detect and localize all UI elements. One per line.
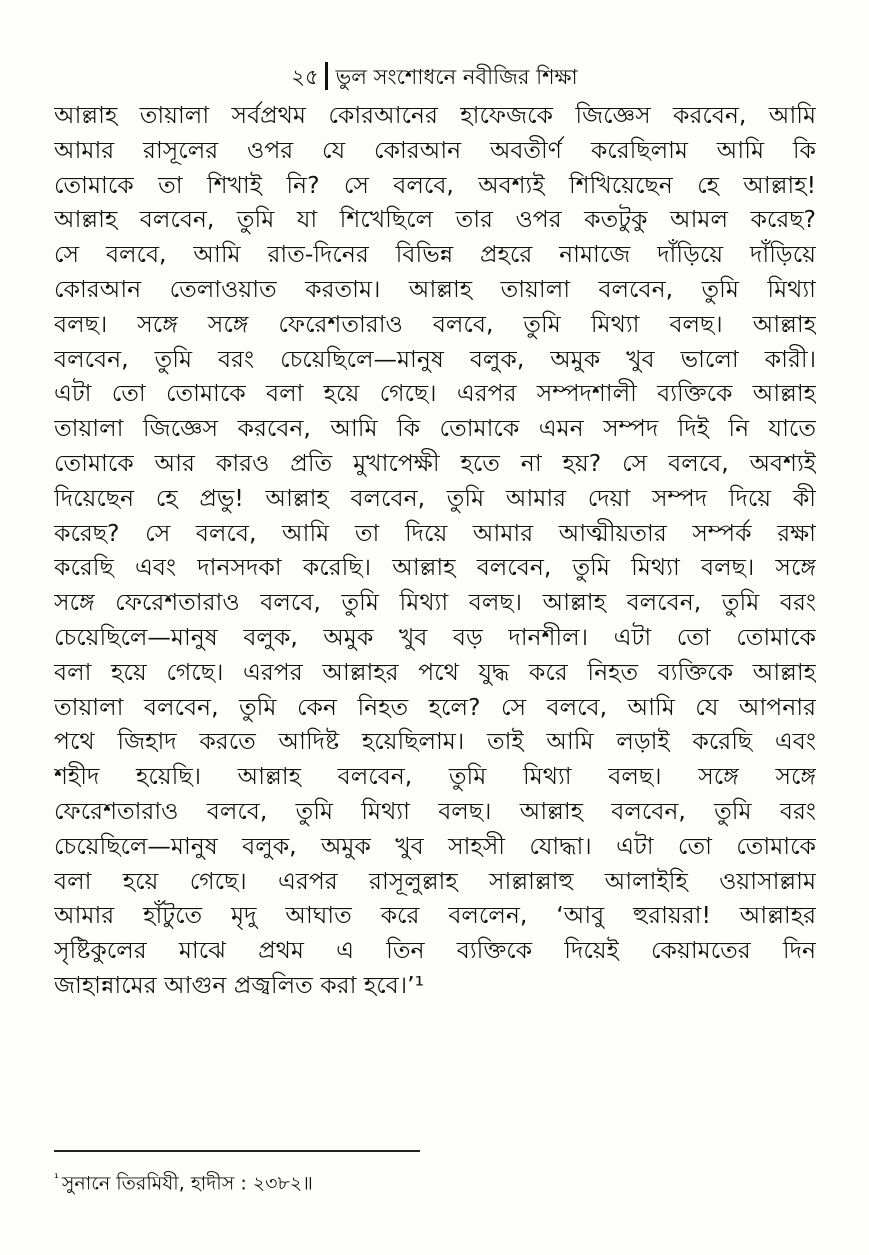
text-line: করেছি এবং দানসদকা করেছি। আল্লাহ বলবেন, তুমি মিথ্যা বলছ। সঙ্গে	[54, 553, 816, 582]
text-line: সৃষ্টিকুলের মাঝে প্রথম এ তিন ব্যক্তিকে দিয়েই কেয়ামতের দিন	[54, 936, 816, 965]
text-line: কোরআন তেলাওয়াত করতাম। আল্লাহ তায়ালা বলবেন, তুমি মিথ্যা	[54, 274, 816, 303]
text-line: তায়ালা জিজ্ঞেস করবেন, আমি কি তোমাকে এমন সম্পদ দিই নি যাতে	[54, 414, 816, 443]
text-line: সঙ্গে ফেরেশতারাও বলবে, তুমি মিথ্যা বলছ। আল্লাহ বলবেন, তুমি বরং	[54, 588, 816, 617]
text-line: করেছ? সে বলবে, আমি তা দিয়ে আমার আত্মীয়তার সম্পর্ক রক্ষা	[54, 518, 816, 547]
text-line-last: জাহান্নামের আগুন প্রজ্বলিত করা হবে।’¹	[54, 970, 425, 999]
footnote-text: সুনানে তিরমিযী, হাদীস : ২৩৮২॥	[61, 1172, 313, 1195]
text-line: বলা হয়ে গেছে। এরপর আল্লাহর পথে যুদ্ধ করে নিহত ব্যক্তিকে আল্লাহ	[54, 657, 816, 686]
text-line: শহীদ হয়েছি। আল্লাহ বলবেন, তুমি মিথ্যা বলছ। সঙ্গে সঙ্গে	[54, 762, 816, 791]
page-number: ২৫	[291, 65, 319, 89]
text-line: ফেরেশতারাও বলবে, তুমি মিথ্যা বলছ। আল্লাহ বলবেন, তুমি বরং	[54, 796, 816, 825]
footnote-separator	[54, 1150, 420, 1152]
running-header	[0, 62, 869, 92]
text-line: সে বলবে, আমি রাত-দিনের বিভিন্ন প্রহরে নামাজে দাঁড়িয়ে দাঁড়িয়ে	[54, 240, 816, 269]
header-divider	[325, 62, 328, 90]
text-line: বলবেন, তুমি বরং চেয়েছিলে—মানুষ বলুক, অমুক খুব ভালো কারী।	[54, 344, 816, 373]
text-line: আমার হাঁটুতে মৃদু আঘাত করে বললেন, ‘আবু হুরায়রা! আল্লাহর	[54, 901, 816, 930]
text-line: বলছ। সঙ্গে সঙ্গে ফেরেশতারাও বলবে, তুমি মিথ্যা বলছ। আল্লাহ	[54, 309, 816, 338]
text-line: দিয়েছেন হে প্রভু! আল্লাহ বলবেন, তুমি আমার দেয়া সম্পদ দিয়ে কী	[54, 483, 816, 512]
text-line: বলা হয়ে গেছে। এরপর রাসূলুল্লাহ সাল্লাল্লাহু আলাইহি ওয়াসাল্লাম	[54, 866, 816, 895]
text-line: আল্লাহ তায়ালা সর্বপ্রথম কোরআনের হাফেজকে জিজ্ঞেস করবেন, আমি	[54, 101, 816, 129]
footnote-marker: ¹	[54, 1171, 59, 1185]
running-title: ভুল সংশোধনে নবীজির শিক্ষা	[335, 65, 578, 89]
text-line: তোমাকে তা শিখাই নি? সে বলবে, অবশ্যই শিখিয়েছেন হে আল্লাহ!	[54, 170, 816, 199]
text-line: চেয়েছিলে—মানুষ বলুক, অমুক খুব সাহসী যোদ্ধা। এটা তো তোমাকে	[54, 831, 816, 860]
text-line: আল্লাহ বলবেন, তুমি যা শিখেছিলে তার ওপর কতটুকু আমল করেছ?	[54, 205, 816, 234]
text-line: এটা তো তোমাকে বলা হয়ে গেছে। এরপর সম্পদশালী ব্যক্তিকে আল্লাহ	[54, 379, 816, 408]
text-line: তোমাকে আর কারও প্রতি মুখাপেক্ষী হতে না হয়? সে বলবে, অবশ্যই	[54, 448, 816, 477]
text-line: তায়ালা বলবেন, তুমি কেন নিহত হলে? সে বলবে, আমি যে আপনার	[54, 692, 816, 721]
footnote	[54, 1164, 313, 1197]
text-line: চেয়েছিলে—মানুষ বলুক, অমুক খুব বড় দানশীল। এটা তো তোমাকে	[54, 622, 816, 651]
text-line: আমার রাসূলের ওপর যে কোরআন অবতীর্ণ করেছিলাম আমি কি	[54, 135, 816, 164]
text-line: পথে জিহাদ করতে আদিষ্ট হয়েছিলাম। তাই আমি লড়াই করেছি এবং	[54, 727, 816, 756]
main-text-block	[54, 98, 816, 1108]
